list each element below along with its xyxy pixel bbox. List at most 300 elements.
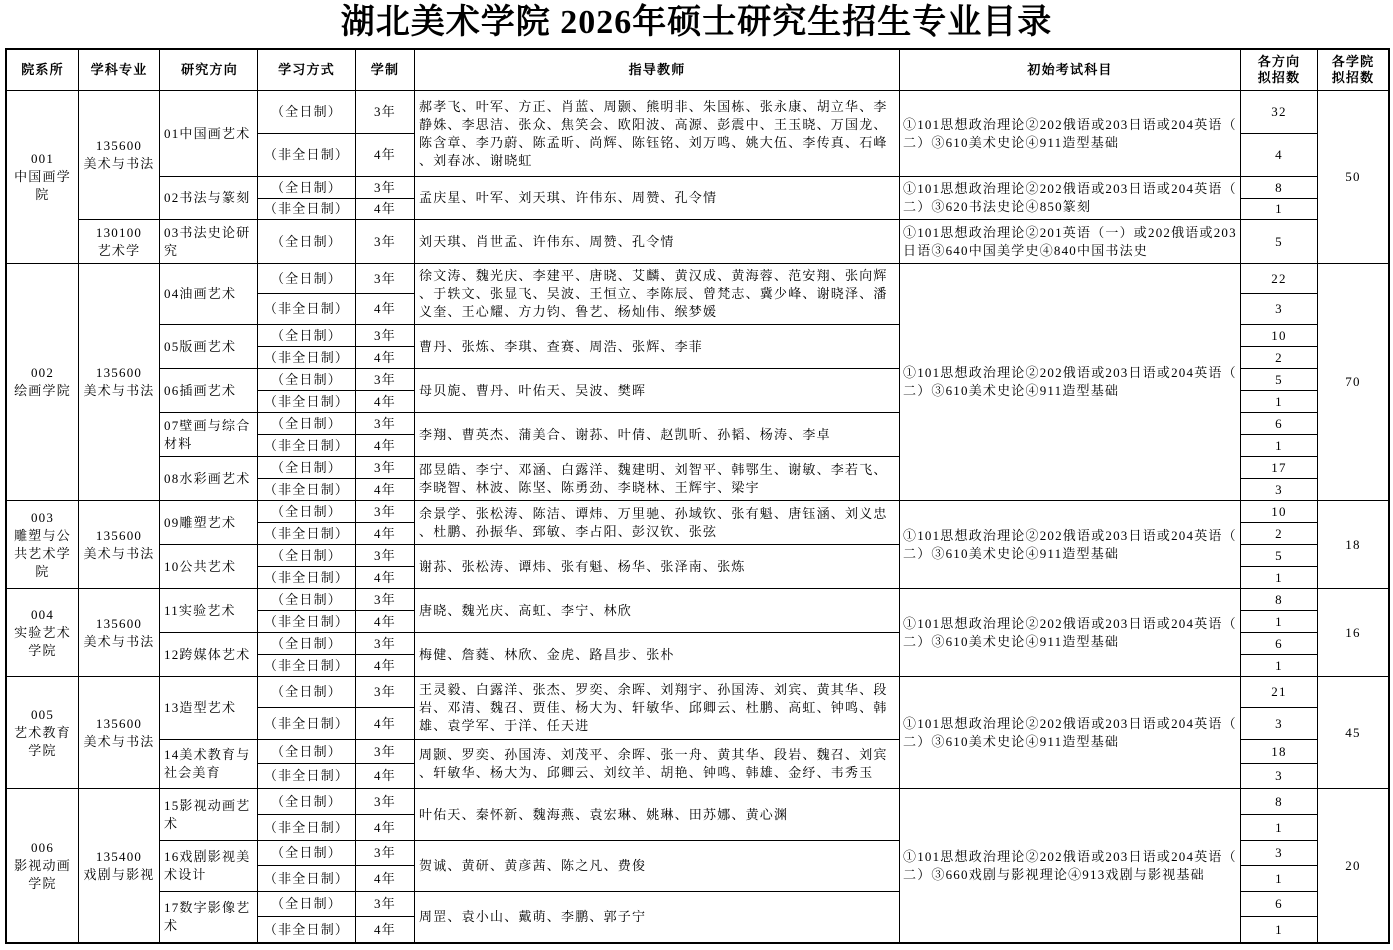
study-mode-cell <box>258 611 355 632</box>
advisors-list: 王灵毅、白露洋、张杰、罗奕、余晖、刘翔宇、孙国涛、刘宾、黄其华、段岩、邓清、魏召、贾佳、杨大为、轩敏华、邱卿云、杜鹏、高虹、钟鸣、韩雄、袁学军、于洋、任天进 <box>419 682 888 733</box>
duration-cell <box>356 294 414 324</box>
cell-content <box>1275 793 1283 811</box>
header-label: 各学院 拟招数 <box>1331 54 1375 85</box>
major-code: 135600 <box>95 365 143 380</box>
cell-content <box>164 382 255 400</box>
cell-content <box>419 746 896 782</box>
direction-name: 13造型艺术 <box>164 700 237 715</box>
cell-content <box>1275 613 1283 631</box>
cell-content <box>1275 635 1283 653</box>
major-cell <box>79 220 159 263</box>
study-mode: （全日制） <box>270 743 342 759</box>
college-quota: 16 <box>1345 624 1361 640</box>
exam-subjects: ①101思想政治理论②202俄语或203日语或204英语（二）③610美术史论④911造型基础 <box>903 615 1237 649</box>
duration: 4年 <box>374 921 396 937</box>
direction-quota: 5 <box>1275 371 1283 387</box>
duration: 3年 <box>374 179 396 195</box>
direction-quota-cell <box>1241 369 1317 390</box>
study-mode: （全日制） <box>270 270 342 286</box>
cell-content <box>374 103 396 121</box>
advisors-list: 母贝旎、曹丹、叶佑天、吴波、樊晖 <box>419 382 647 398</box>
study-mode-cell <box>258 789 355 814</box>
cell-content <box>21 62 64 78</box>
study-mode: （全日制） <box>270 845 342 860</box>
cell-content <box>419 233 896 251</box>
direction-quota-cell <box>1241 134 1317 176</box>
cell-content <box>419 426 896 444</box>
cell-content <box>903 615 1238 651</box>
cell-content <box>374 393 396 411</box>
cell-content <box>374 657 396 675</box>
cell-content <box>1275 819 1283 837</box>
college-code: 001 <box>30 151 55 166</box>
cell-content <box>271 683 342 701</box>
cell-content <box>1332 54 1375 86</box>
college-quota: 45 <box>1345 724 1361 740</box>
college-quota: 70 <box>1345 374 1361 389</box>
cell-content <box>903 116 1238 152</box>
cell-content <box>83 527 154 563</box>
cell-content <box>1275 895 1283 913</box>
cell-content <box>271 743 342 761</box>
direction-quota-cell <box>1241 220 1317 263</box>
cell-content <box>371 62 399 78</box>
cell-content <box>164 899 255 935</box>
advisors-cell <box>415 413 899 456</box>
duration-cell <box>356 633 414 654</box>
cell-content <box>11 839 74 893</box>
study-mode: （全日制） <box>270 635 342 651</box>
direction-quota: 1 <box>1275 921 1283 937</box>
cell-content <box>1345 536 1360 554</box>
study-mode-cell <box>258 708 355 739</box>
advisors-cell <box>415 325 899 368</box>
direction-quota: 1 <box>1275 613 1283 629</box>
direction-quota: 8 <box>1275 793 1283 809</box>
cell-content <box>419 558 896 576</box>
study-mode: （非全日制） <box>263 147 350 162</box>
study-mode: （全日制） <box>270 327 342 343</box>
header-label: 指导教师 <box>628 62 686 77</box>
cell-content <box>264 715 349 733</box>
major-cell <box>79 677 159 788</box>
exam-subjects-cell <box>900 220 1240 263</box>
study-mode: （非全日制） <box>263 657 350 673</box>
advisors-list: 曹丹、张炼、李琪、查赛、周浩、张辉、李菲 <box>419 338 704 354</box>
cell-content <box>164 558 255 576</box>
direction-name: 04油画艺术 <box>164 286 237 301</box>
study-mode: （全日制） <box>270 371 342 387</box>
major-name: 戏剧与影视 <box>83 866 155 882</box>
advisors-list: 刘天琪、肖世孟、许伟东、周赞、孔令情 <box>419 233 675 249</box>
direction-quota-cell <box>1241 264 1317 293</box>
study-mode: （非全日制） <box>263 819 350 835</box>
cell-content <box>14 364 71 400</box>
duration-cell <box>356 413 414 434</box>
cell-content <box>419 189 896 207</box>
major-name: 美术与书法 <box>83 156 155 171</box>
duration-cell <box>356 815 414 840</box>
cell-content <box>374 743 396 761</box>
header-label: 初始考试科目 <box>1027 62 1113 77</box>
duration-cell <box>356 567 414 588</box>
cell-content <box>374 146 396 164</box>
study-mode: （非全日制） <box>263 481 350 497</box>
study-mode-cell <box>258 545 355 566</box>
cell-content <box>271 793 342 811</box>
exam-subjects: ①101思想政治理论②202俄语或203日语或204英语（二）③610美术史论④911造型基础 <box>903 527 1237 561</box>
direction-name: 16戏剧影视美术设计 <box>164 849 251 882</box>
direction-quota: 3 <box>1275 715 1283 731</box>
college-cell <box>7 501 78 588</box>
study-mode-cell <box>258 815 355 840</box>
cell-content <box>903 364 1238 400</box>
study-mode: （全日制） <box>270 793 342 809</box>
direction-cell <box>160 325 257 368</box>
header-label: 学制 <box>370 62 400 77</box>
header-major <box>79 50 159 90</box>
cell-content <box>164 338 255 356</box>
direction-cell <box>160 177 257 219</box>
major-code: 135600 <box>95 138 143 153</box>
direction-quota: 8 <box>1275 179 1283 195</box>
study-mode-cell <box>258 457 355 478</box>
advisors-list: 徐文涛、魏光庆、李建平、唐晓、艾麟、黄汉成、黄海蓉、范安翔、张向辉、于轶文、张显飞、吴波、王恒立、李陈辰、曾梵志、冀少峰、谢晓泽、潘义奎、王心耀、方力钧、鲁艺、杨灿伟、缑梦媛 <box>419 268 888 319</box>
direction-name: 05版画艺术 <box>164 338 237 354</box>
cell-content <box>419 505 896 541</box>
study-mode: （全日制） <box>270 415 342 431</box>
duration-cell <box>356 369 414 390</box>
direction-quota-cell <box>1241 611 1317 632</box>
header-label: 学科专业 <box>90 62 148 77</box>
direction-name: 12跨媒体艺术 <box>164 646 251 662</box>
college-quota-cell <box>1318 264 1388 500</box>
cell-content <box>1275 393 1283 411</box>
study-mode-cell <box>258 177 355 198</box>
college-cell <box>7 91 78 263</box>
study-mode-cell <box>258 567 355 588</box>
study-mode-cell <box>258 523 355 544</box>
exam-subjects: ①101思想政治理论②202俄语或203日语或204英语（二）③610美术史论④911造型基础 <box>903 715 1237 749</box>
college-name: 艺术教育学院 <box>14 724 71 758</box>
cell-content <box>271 103 342 121</box>
major-name: 美术与书法 <box>83 633 155 649</box>
college-name: 绘画学院 <box>14 383 71 398</box>
major-cell <box>79 264 159 500</box>
duration: 3年 <box>374 591 396 607</box>
college-cell <box>7 789 78 942</box>
exam-subjects: ①101思想政治理论②202俄语或203日语或204英语（二）③620书法史论④850篆刻 <box>903 181 1237 214</box>
direction-quota-cell <box>1241 479 1317 500</box>
cell-content <box>374 233 396 251</box>
major-name: 美术与书法 <box>83 383 155 398</box>
direction-quota: 2 <box>1275 525 1283 541</box>
duration: 4年 <box>374 481 396 497</box>
direction-quota: 3 <box>1275 845 1283 860</box>
duration-cell <box>356 347 414 368</box>
cell-content <box>271 415 342 433</box>
direction-quota-cell <box>1241 413 1317 434</box>
cell-content <box>271 371 342 389</box>
direction-cell <box>160 457 257 500</box>
cell-content <box>264 819 349 837</box>
major-code: 135600 <box>95 527 143 543</box>
college-code: 003 <box>30 509 55 525</box>
direction-quota: 10 <box>1271 503 1287 519</box>
direction-quota: 2 <box>1275 349 1283 365</box>
study-mode-cell <box>258 347 355 368</box>
direction-quota-cell <box>1241 655 1317 676</box>
duration-cell <box>356 134 414 176</box>
direction-quota-cell <box>1241 523 1317 544</box>
cell-content <box>264 393 349 411</box>
cell-content <box>271 270 342 288</box>
direction-name: 17数字影像艺术 <box>164 900 251 933</box>
direction-quota-cell <box>1241 815 1317 840</box>
college-quota-cell <box>1318 589 1388 676</box>
study-mode: （非全日制） <box>263 349 350 365</box>
college-name: 影视动画学院 <box>14 857 71 891</box>
duration-cell <box>356 501 414 522</box>
major-name: 艺术学 <box>97 242 141 258</box>
study-mode-cell <box>258 892 355 916</box>
header-college <box>7 50 78 90</box>
cell-content <box>374 327 396 345</box>
cell-content <box>1275 715 1283 733</box>
direction-quota: 1 <box>1275 201 1283 216</box>
header-advisors <box>415 50 899 90</box>
study-mode-cell <box>258 917 355 942</box>
advisors-list: 周罡、袁小山、戴萌、李鹏、郭子宁 <box>419 909 647 924</box>
cell-content <box>164 125 255 143</box>
duration-cell <box>356 917 414 942</box>
cell-content <box>419 338 896 356</box>
study-mode-cell <box>258 841 355 865</box>
cell-content <box>1275 437 1283 455</box>
cell-content <box>1275 233 1283 251</box>
college-quota-cell <box>1318 789 1388 942</box>
study-mode: （非全日制） <box>263 921 350 937</box>
direction-name: 01中国画艺术 <box>164 125 251 141</box>
duration: 4年 <box>374 569 396 585</box>
direction-quota-cell <box>1241 325 1317 346</box>
page-title: 湖北美术学院 2026年硕士研究生招生专业目录 <box>340 4 1053 41</box>
duration: 3年 <box>374 503 396 519</box>
study-mode-cell <box>258 740 355 763</box>
cell-content <box>164 285 255 303</box>
cell-content <box>264 767 349 785</box>
study-mode: （非全日制） <box>263 613 350 629</box>
advisors-cell <box>415 841 899 891</box>
cell-content <box>83 364 154 400</box>
exam-subjects-cell <box>900 501 1240 588</box>
duration: 4年 <box>374 393 396 409</box>
cell-content <box>1275 921 1283 939</box>
duration-cell <box>356 391 414 412</box>
advisors-list: 孟庆星、叶军、刘天琪、许伟东、周赞、孔令情 <box>419 190 718 205</box>
major-cell <box>79 91 159 219</box>
duration: 4年 <box>374 201 396 216</box>
duration-cell <box>356 677 414 707</box>
direction-quota: 10 <box>1271 327 1287 343</box>
header-label: 学习方式 <box>278 62 335 77</box>
college-quota: 18 <box>1345 536 1361 552</box>
study-mode: （非全日制） <box>263 715 350 731</box>
advisors-cell <box>415 789 899 840</box>
exam-subjects-cell <box>900 91 1240 176</box>
direction-quota-cell <box>1241 677 1317 707</box>
study-mode: （全日制） <box>270 104 342 119</box>
major-name: 美术与书法 <box>83 545 155 561</box>
direction-cell <box>160 841 257 891</box>
direction-cell <box>160 789 257 840</box>
direction-cell <box>160 892 257 942</box>
direction-name: 14美术教育与社会美育 <box>164 747 251 780</box>
direction-cell <box>160 677 257 739</box>
major-cell <box>79 789 159 942</box>
advisors-cell <box>415 264 899 324</box>
study-mode: （全日制） <box>270 896 342 911</box>
direction-name: 03书法史论研究 <box>164 224 251 258</box>
direction-quota-cell <box>1241 866 1317 891</box>
cell-content <box>1271 683 1286 701</box>
major-cell <box>79 501 159 588</box>
direction-quota: 1 <box>1275 657 1283 673</box>
direction-cell <box>160 220 257 263</box>
header-college-quota <box>1318 50 1388 90</box>
cell-content <box>374 503 396 521</box>
cell-content <box>271 459 342 477</box>
duration: 4年 <box>374 301 396 316</box>
major-code: 135600 <box>95 615 143 631</box>
direction-quota-cell <box>1241 391 1317 412</box>
cell-content <box>271 503 342 521</box>
cell-content <box>374 635 396 653</box>
duration: 3年 <box>374 327 396 343</box>
direction-quota: 21 <box>1271 684 1287 699</box>
advisors-cell <box>415 545 899 588</box>
advisors-cell <box>415 740 899 788</box>
header-direction <box>160 50 257 90</box>
duration: 4年 <box>374 715 396 731</box>
college-code: 006 <box>30 839 55 855</box>
study-mode-cell <box>258 199 355 219</box>
cell-content <box>181 62 238 78</box>
exam-subjects-cell <box>900 677 1240 788</box>
duration: 4年 <box>374 768 396 783</box>
direction-quota: 3 <box>1275 301 1283 316</box>
duration: 4年 <box>374 437 396 453</box>
study-mode: （非全日制） <box>263 525 350 541</box>
header-direction-quota <box>1241 50 1317 90</box>
direction-quota: 1 <box>1275 819 1283 835</box>
cell-content <box>264 921 349 939</box>
cell-content <box>419 461 896 497</box>
advisors-cell <box>415 589 899 632</box>
direction-quota: 1 <box>1275 437 1283 453</box>
direction-quota: 17 <box>1271 459 1287 475</box>
cell-content <box>1345 624 1360 642</box>
cell-content <box>374 437 396 455</box>
cell-content <box>903 224 1238 260</box>
duration: 3年 <box>374 459 396 475</box>
direction-quota: 3 <box>1275 481 1283 497</box>
college-quota-cell <box>1318 501 1388 588</box>
direction-quota-cell <box>1241 740 1317 763</box>
cell-content <box>419 602 896 620</box>
study-mode-cell <box>258 589 355 610</box>
advisors-cell <box>415 633 899 676</box>
direction-quota-cell <box>1241 177 1317 198</box>
study-mode: （全日制） <box>270 547 342 563</box>
exam-subjects: ①101思想政治理论②202俄语或203日语或204英语（二）③660戏剧与影视理论④913戏剧与影视基础 <box>903 848 1237 882</box>
advisors-list: 周颢、罗奕、孙国涛、刘茂平、余晖、张一舟、黄其华、段岩、魏召、刘宾、轩敏华、杨大为、邱卿云、刘纹羊、胡艳、钟鸣、韩雄、金纾、韦秀玉 <box>419 747 888 780</box>
cell-content <box>1275 870 1283 888</box>
advisors-cell <box>415 457 899 500</box>
direction-quota-cell <box>1241 789 1317 814</box>
duration: 4年 <box>374 870 396 886</box>
cell-content <box>164 746 255 782</box>
college-cell <box>7 264 78 500</box>
cell-content <box>374 613 396 631</box>
cell-content <box>903 848 1238 884</box>
direction-cell <box>160 264 257 324</box>
duration: 3年 <box>374 371 396 387</box>
cell-content <box>374 300 396 318</box>
duration-cell <box>356 708 414 739</box>
study-mode-cell <box>258 391 355 412</box>
advisors-list: 郝孝飞、叶军、方正、肖蓝、周颢、熊明非、朱国栋、张永康、胡立华、李静姝、李思洁、张众、焦笑会、欧阳波、高源、彭震中、王玉晓、万国龙、陈含章、李乃蔚、陈孟昕、尚辉、陈钰铭、刘万鸣、姚大伍、李传真、石峰、刘春冰、谢晓虹 <box>419 98 888 168</box>
exam-subjects: ①101思想政治理论②201英语（一）或202俄语或203日语③640中国美学史④840中国书法史 <box>903 224 1237 258</box>
cell-content <box>374 569 396 587</box>
duration: 3年 <box>374 415 396 431</box>
cell-content <box>374 895 396 913</box>
cell-content <box>271 327 342 345</box>
cell-content <box>1275 146 1283 164</box>
cell-content <box>374 715 396 733</box>
cell-content <box>264 146 349 164</box>
cell-content <box>1271 103 1286 121</box>
cell-content <box>374 819 396 837</box>
college-name: 实验艺术学院 <box>14 624 71 658</box>
cell-content <box>419 857 896 875</box>
cell-content <box>419 908 896 926</box>
study-mode-cell <box>258 435 355 456</box>
cell-content <box>264 481 349 499</box>
cell-content <box>264 870 349 888</box>
advisors-list: 叶佑天、秦怀新、魏海燕、袁宏琳、姚琳、田苏娜、黄心渊 <box>419 806 789 822</box>
cell-content <box>1027 62 1112 78</box>
cell-content <box>1345 373 1360 391</box>
duration: 3年 <box>374 104 396 119</box>
cell-content <box>1271 743 1286 761</box>
advisors-list: 谢荪、张松涛、谭炜、张有魁、杨华、张泽南、张炼 <box>419 558 746 574</box>
direction-quota: 1 <box>1275 870 1283 886</box>
direction-quota: 5 <box>1275 547 1283 563</box>
cell-content <box>374 683 396 701</box>
duration-cell <box>356 589 414 610</box>
study-mode: （全日制） <box>270 459 342 475</box>
duration-cell <box>356 220 414 263</box>
study-mode-cell <box>258 764 355 788</box>
study-mode: （全日制） <box>270 233 342 249</box>
cell-content <box>374 547 396 565</box>
direction-quota-cell <box>1241 841 1317 865</box>
cell-content <box>374 371 396 389</box>
college-code: 002 <box>30 365 55 380</box>
cell-content <box>1275 179 1283 197</box>
cell-content <box>264 613 349 631</box>
